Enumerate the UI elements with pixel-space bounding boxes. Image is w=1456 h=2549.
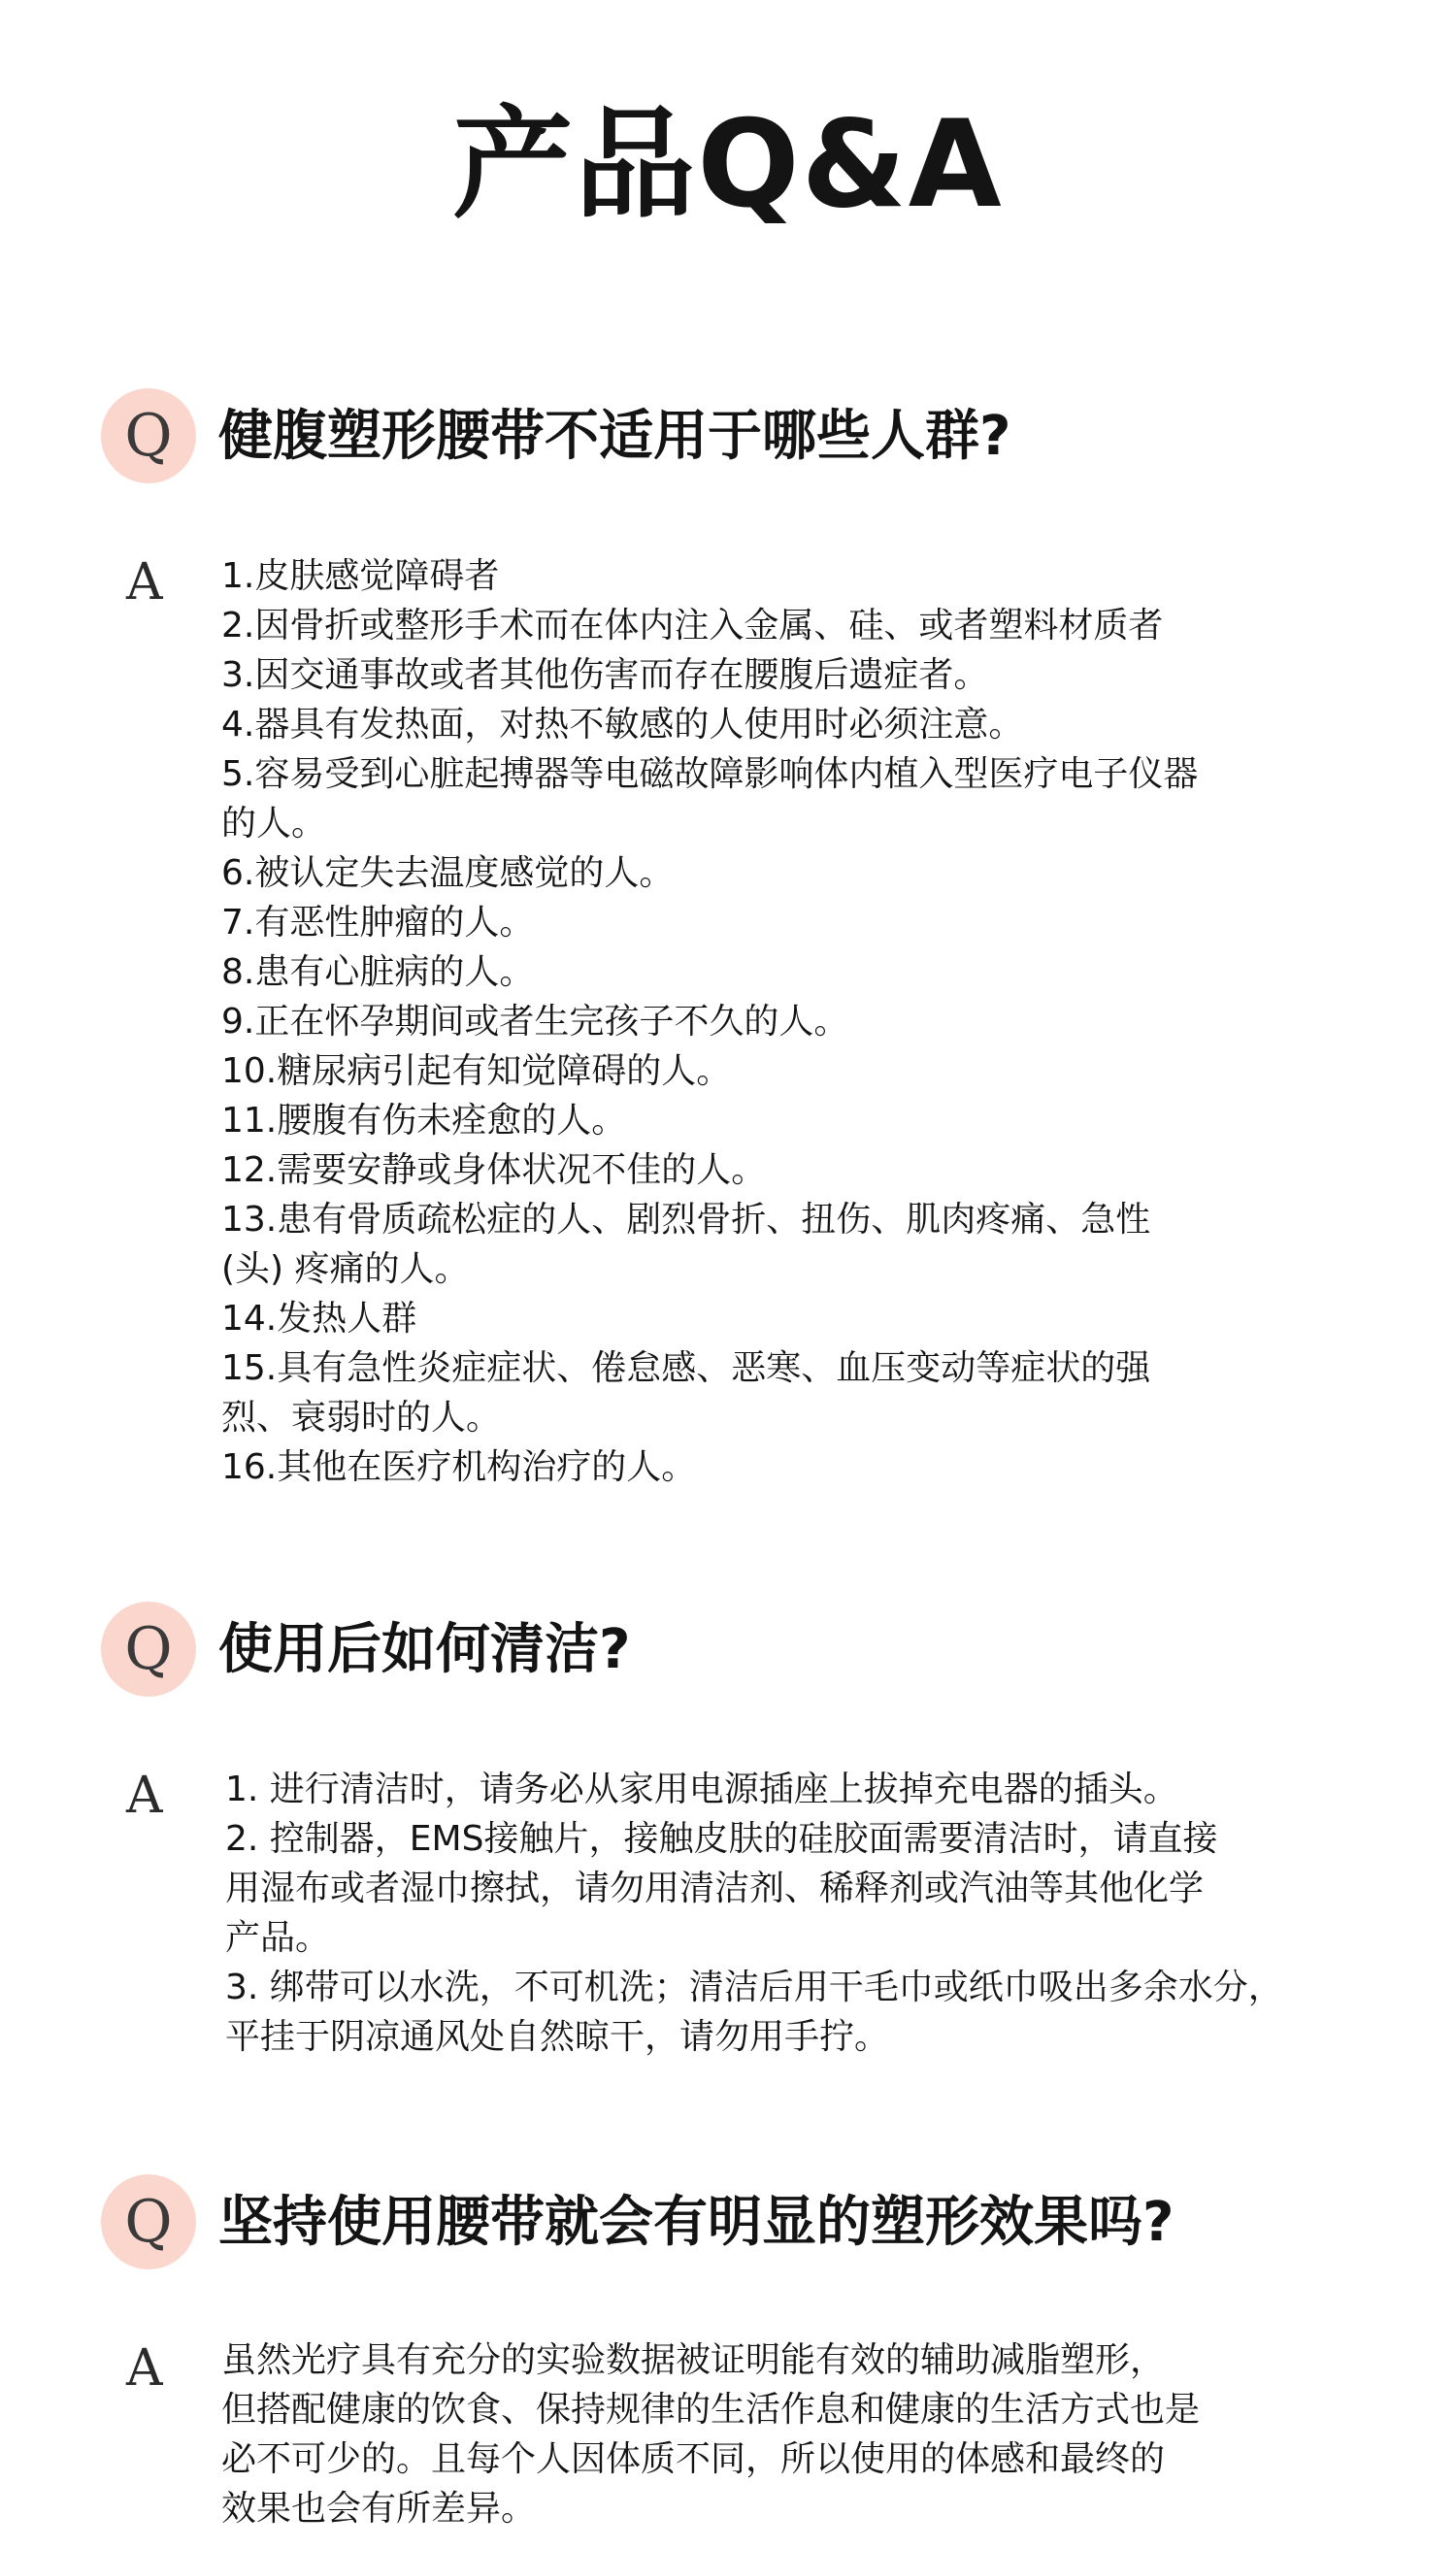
answer-line: 烈、衰弱时的人。 bbox=[221, 1398, 502, 1438]
answer-line: 13.患有骨质疏松症的人、剧烈骨折、扭伤、肌肉疼痛、急性 bbox=[221, 1200, 1151, 1240]
answer-line: 3.因交通事故或者其他伤害而存在腰腹后遗症者。 bbox=[221, 655, 989, 695]
page-title: 产品Q&A bbox=[452, 95, 1004, 235]
answer-line: 9.正在怀孕期间或者生完孩子不久的人。 bbox=[221, 1002, 849, 1042]
answer-line: 12.需要安静或身体状况不佳的人。 bbox=[221, 1150, 767, 1190]
q-badge-icon: Q bbox=[101, 1602, 196, 1697]
answer-text bbox=[221, 551, 1367, 1492]
a-marker-icon: A bbox=[126, 1767, 163, 1825]
answer-line: 3. 绑带可以水洗，不可机洗；清洁后用干毛巾或纸巾吸出多余水分， bbox=[225, 1968, 1283, 2007]
answer-line: 10.糖尿病引起有知觉障碍的人。 bbox=[221, 1051, 732, 1091]
question-row bbox=[0, 1602, 1456, 1699]
answer-line: 必不可少的。且每个人因体质不同，所以使用的体感和最终的 bbox=[221, 2439, 1166, 2479]
answer-line: 用湿布或者湿巾擦拭，请勿用清洁剂、稀释剂或汽油等其他化学 bbox=[225, 1869, 1205, 1908]
answer-line: 虽然光疗具有充分的实验数据被证明能有效的辅助减脂塑形， bbox=[221, 2340, 1166, 2380]
answer-line: 1.皮肤感觉障碍者 bbox=[221, 556, 500, 596]
answer-line: 效果也会有所差异。 bbox=[221, 2489, 537, 2529]
answer-line: 11.腰腹有伤未痊愈的人。 bbox=[221, 1101, 627, 1141]
question-text: 健腹塑形腰带不适用于哪些人群? bbox=[218, 405, 1011, 468]
answer-line: 6.被认定失去温度感觉的人。 bbox=[221, 853, 675, 893]
answer-line: 产品。 bbox=[225, 1918, 331, 1958]
answer-text bbox=[225, 1765, 1371, 2062]
a-marker-icon: A bbox=[126, 2339, 163, 2398]
question-text: 坚持使用腰带就会有明显的塑形效果吗? bbox=[218, 2191, 1175, 2254]
answer-line: 7.有恶性肿瘤的人。 bbox=[221, 903, 535, 943]
answer-line: 2.因骨折或整形手术而在体内注入金属、硅、或者塑料材质者 bbox=[221, 606, 1164, 646]
answer-line: 14.发热人群 bbox=[221, 1299, 417, 1339]
answer-line: 1. 进行清洁时，请务必从家用电源插座上拔掉充电器的插头。 bbox=[225, 1770, 1178, 1809]
question-text: 使用后如何清洁? bbox=[218, 1618, 631, 1681]
answer-line: 8.患有心脏病的人。 bbox=[221, 952, 535, 992]
answer-line: 但搭配健康的饮食、保持规律的生活作息和健康的生活方式也是 bbox=[221, 2390, 1201, 2430]
answer-line: 5.容易受到心脏起搏器等电磁故障影响体内植入型医疗电子仪器 bbox=[221, 754, 1199, 794]
answer-line: 2. 控制器，EMS接触片，接触皮肤的硅胶面需要清洁时，请直接 bbox=[225, 1819, 1218, 1859]
answer-line: 平挂于阴凉通风处自然晾干，请勿用手拧。 bbox=[225, 2017, 890, 2057]
answer-text bbox=[221, 2335, 1367, 2533]
answer-line: 4.器具有发热面，对热不敏感的人使用时必须注意。 bbox=[221, 705, 1024, 745]
a-marker-icon: A bbox=[126, 553, 163, 612]
answer-line: 16.其他在医疗机构治疗的人。 bbox=[221, 1447, 697, 1487]
q-badge-icon: Q bbox=[101, 388, 196, 483]
q-badge-icon: Q bbox=[101, 2174, 196, 2269]
answer-line: 15.具有急性炎症症状、倦怠感、恶寒、血压变动等症状的强 bbox=[221, 1348, 1151, 1388]
question-row bbox=[0, 2174, 1456, 2271]
answer-line: (头) 疼痛的人。 bbox=[221, 1249, 470, 1289]
question-row bbox=[0, 388, 1456, 485]
answer-line: 的人。 bbox=[221, 804, 327, 844]
